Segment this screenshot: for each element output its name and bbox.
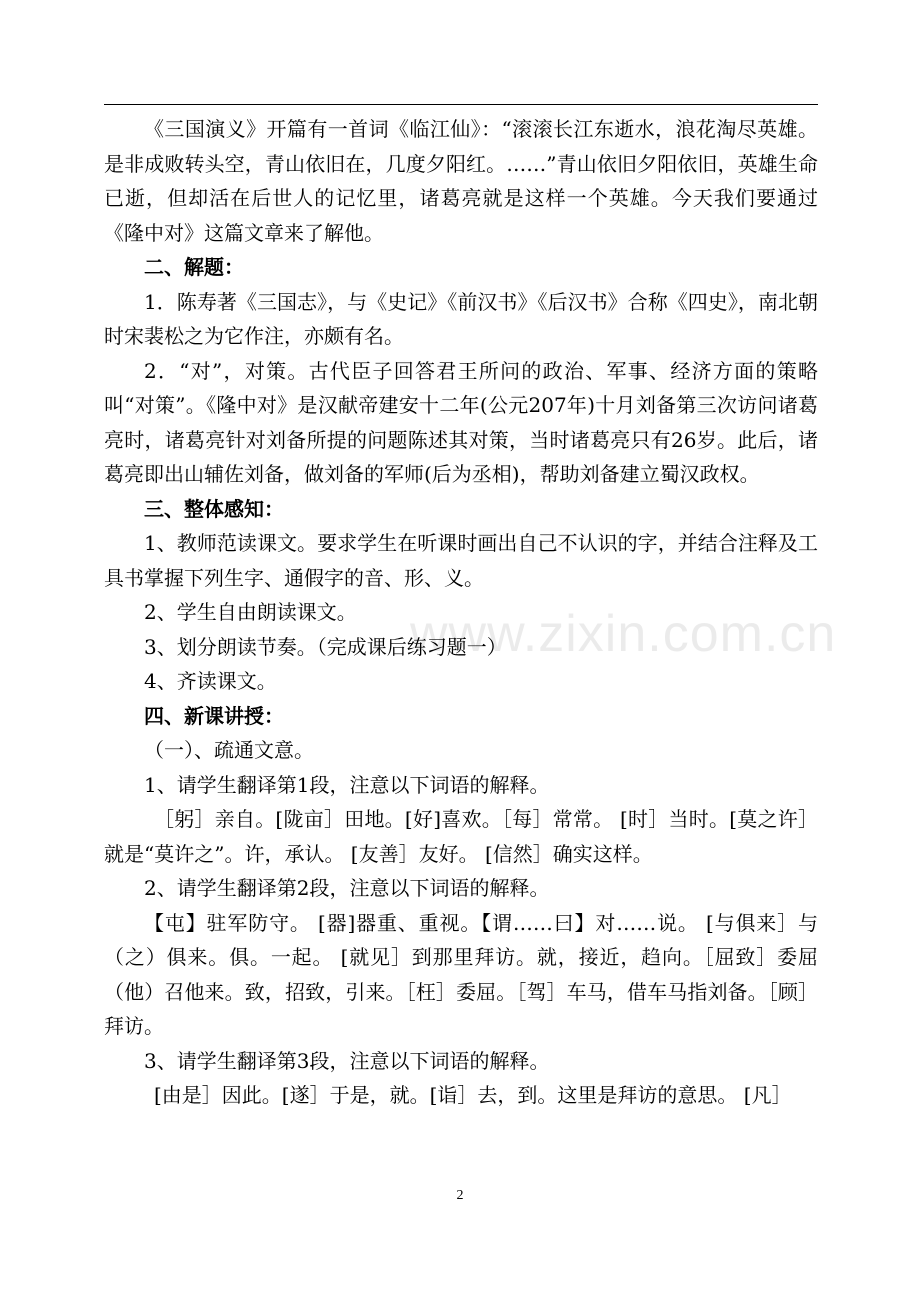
paragraph-perception-1: 1、教师范读课文。要求学生在听课时画出自己不认识的字，并结合注释及工具书掌握下列生字、通假字的音、形、义。: [104, 531, 818, 590]
glossary-3: [由是］因此。[遂］于是，就。[诣］去，到。这里是拜访的意思。 [凡］: [154, 1083, 792, 1107]
paragraph-title-1: 1．陈寿著《三国志》，与《史记》《前汉书》《后汉书》合称《四史》，南北朝时宋裴松之为它作注，亦颇有名。: [104, 289, 818, 348]
document-body: [104, 112, 818, 1113]
paragraph-title-2: 2．“对”，对策。古代臣子回答君王所问的政治、军事、经济方面的策略叫“对策”。《隆中对》是汉献帝建安十二年(公元207年)十月刘备第三次访问诸葛亮时，诸葛亮针对刘备所提的问题陈述其对策，当时诸葛亮只有26岁。此后，诸葛亮即出山辅佐刘备，做刘备的军师(后为丞相)，帮助刘备建立蜀汉政权。: [104, 358, 818, 486]
paragraph-perception-3: 3、划分朗读节奏。（完成课后练习题一）: [144, 634, 507, 659]
header-rule: [104, 104, 818, 105]
translate-task-2: 2、请学生翻译第2段，注意以下词语的解释。: [144, 876, 550, 900]
glossary-2: 【屯】驻军防守。 [器]器重、重视。【谓……曰】对……说。 [与俱来］与（之）俱来。俱。一起。 [就见］到那里拜访。就，接近，趋向。［屈致］委屈（他）召他来。致，招致，引来。［枉］委屈。［驾］车马，借车马指刘备。［顾］拜访。: [104, 910, 818, 1038]
section-heading-3: 三、整体感知：: [144, 496, 284, 521]
paragraph-perception-4: 4、齐读课文。: [144, 669, 277, 693]
translate-task-1: 1、请学生翻译第1段，注意以下词语的解释。: [144, 772, 550, 797]
translate-task-3: 3、请学生翻译第3段，注意以下词语的解释。: [144, 1048, 550, 1073]
subsection-heading-1: （一）、疏通文意。: [144, 738, 314, 762]
watermark: www.zixin.com.cn: [410, 605, 837, 663]
section-heading-4: 四、新课讲授：: [144, 703, 284, 728]
section-heading-2: 二、解题：: [144, 255, 244, 279]
glossary-1: ［躬］亲自。[陇亩］田地。[好]喜欢。［每］常常。 [时］当时。[莫之许］就是“莫许之”。许，承认。 [友善］友好。 [信然］确实这样。: [104, 807, 818, 866]
intro-paragraph: 《三国演义》开篇有一首词《临江仙》：“滚滚长江东逝水，浪花淘尽英雄。是非成败转头空，青山依旧在，几度夕阳红。……”青山依旧夕阳依旧，英雄生命已逝，但却活在后世人的记忆里，诸葛亮就是这样一个英雄。今天我们要通过《隆中对》这篇文章来了解他。: [104, 117, 818, 245]
paragraph-perception-2: 2、学生自由朗读课文。: [144, 600, 357, 624]
page-number: 2: [456, 1188, 464, 1203]
